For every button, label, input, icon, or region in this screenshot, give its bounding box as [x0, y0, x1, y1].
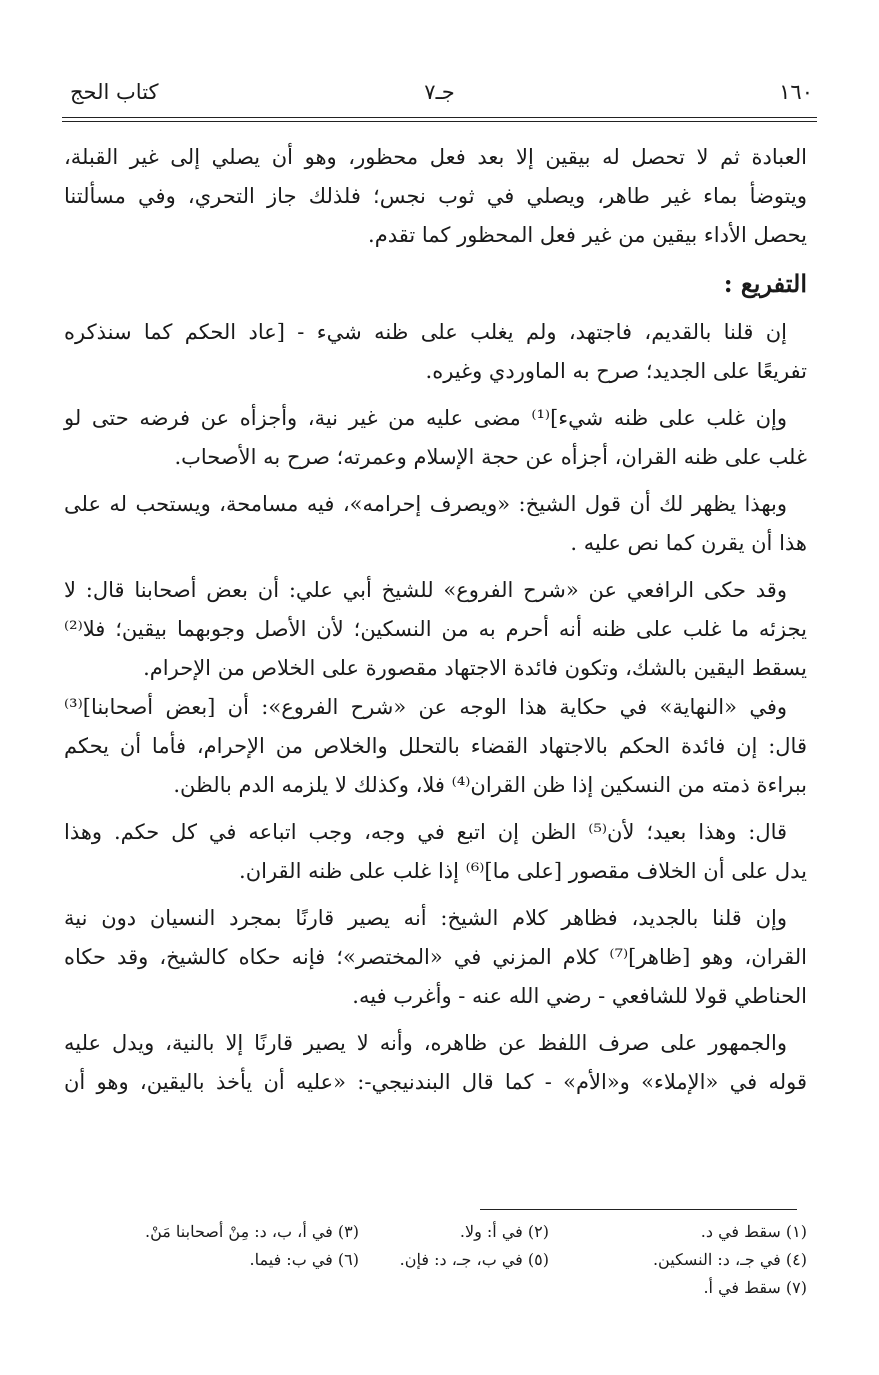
volume-label: جـ٧	[424, 80, 455, 104]
book-title: كتاب الحج	[70, 80, 159, 104]
footnote: (٦) في ب: فيما.	[249, 1250, 359, 1269]
header-rule	[62, 117, 817, 118]
text-line: وإن غلب على ظنه شيء]⁽¹⁾ مضى عليه من غير نية، وأجزأه عن فرضه حتى لو	[64, 406, 787, 430]
footnote: (٥) في ب، جـ، د: فإن.	[399, 1250, 549, 1269]
footnote-row	[70, 1274, 807, 1302]
header-rule-thin	[62, 121, 817, 122]
text-line: غلب على ظنه القران، أجزأه عن حجة الإسلام وعمرته؛ صرح به الأصحاب.	[174, 445, 807, 469]
footnote-row	[70, 1246, 807, 1274]
footnote: (٧) سقط في أ.	[703, 1278, 807, 1297]
footnotes	[70, 1218, 807, 1302]
text-line: يسقط اليقين بالشك، وتكون فائدة الاجتهاد مقصورة على الخلاص من الإحرام.	[143, 656, 807, 680]
text-line: يحصل الأداء بيقين من غير فعل المحظور كما تقدم.	[368, 223, 807, 247]
text-line: والجمهور على صرف اللفظ عن ظاهره، وأنه لا يصير قارنًا إلا بالنية، ويدل عليه	[64, 1031, 787, 1055]
text-line: ويتوضأ بماء غير طاهر، ويصلي في ثوب نجس؛ فلذلك جاز التحري، وفي مسألتنا	[64, 184, 807, 208]
text-line: وفي «النهاية» في حكاية هذا الوجه عن «شرح الفروع»: أن [بعض أصحابنا]⁽³⁾	[64, 695, 787, 719]
text-line: يدل على أن الخلاف مقصور [على ما]⁽⁶⁾ إذا غلب على ظنه القران.	[239, 859, 807, 883]
text-line: وبهذا يظهر لك أن قول الشيخ: «ويصرف إحرامه»، فيه مسامحة، ويستحب له على	[64, 492, 787, 516]
text-line: هذا أن يقرن كما نص عليه .	[570, 531, 807, 555]
text-line: وقد حكى الرافعي عن «شرح الفروع» للشيخ أبي علي: أن بعض أصحابنا قال: لا	[64, 578, 787, 602]
main-text	[64, 138, 807, 1102]
footnote: (٣) في أ، ب، د: مِنْ أصحابنا مَنْ.	[145, 1222, 359, 1241]
running-header	[62, 80, 817, 114]
footnote: (٤) في جـ، د: النسكين.	[652, 1250, 807, 1269]
text-line: قال: إن فائدة الحكم بالاجتهاد القضاء بالتحلل والخلاص من الإحرام، فأما أن يحكم	[64, 734, 807, 758]
text-line: ببراءة ذمته من النسكين إذا ظن القران⁽⁴⁾ فلا، وكذلك لا يلزمه الدم بالظن.	[173, 773, 807, 797]
text-line: وإن قلنا بالجديد، فظاهر كلام الشيخ: أنه يصير قارنًا بمجرد النسيان دون نية	[64, 906, 787, 930]
section-heading: التفريع :	[723, 269, 807, 298]
footnote-row	[70, 1218, 807, 1246]
text-line: قال: وهذا بعيد؛ لأن⁽⁵⁾ الظن إن اتبع في وجه، وجب اتباعه في كل حكم. وهذا	[64, 820, 788, 844]
footnote: (٢) في أ: ولا.	[459, 1222, 549, 1241]
text-line: إن قلنا بالقديم، فاجتهد، ولم يغلب على ظنه شيء - [عاد الحكم كما سنذكره	[64, 320, 787, 344]
footnote: (١) سقط في د.	[700, 1222, 807, 1241]
footnote-rule	[480, 1209, 797, 1210]
text-line: قوله في «الإملاء» و«الأم» - كما قال البندنيجي-: «عليه أن يأخذ باليقين، وهو أن	[64, 1070, 807, 1094]
text-line: الحناطي قولا للشافعي - رضي الله عنه - وأغرب فيه.	[352, 984, 807, 1008]
page-number: ١٦٠	[779, 80, 813, 104]
text-line: يجزئه ما غلب على ظنه أنه أحرم به من النسكين؛ لأن الأصل وجوبهما بيقين؛ فلا⁽²⁾	[64, 617, 807, 641]
text-line: تفريعًا على الجديد؛ صرح به الماوردي وغيره.	[425, 359, 807, 383]
text-line: القران، وهو [ظاهر]⁽⁷⁾ كلام المزني في «المختصر»؛ فإنه حكاه كالشيخ، وقد حكاه	[64, 945, 807, 969]
text-line: العبادة ثم لا تحصل له بيقين إلا بعد فعل محظور، وهو أن يصلي إلى غير القبلة،	[64, 145, 807, 169]
